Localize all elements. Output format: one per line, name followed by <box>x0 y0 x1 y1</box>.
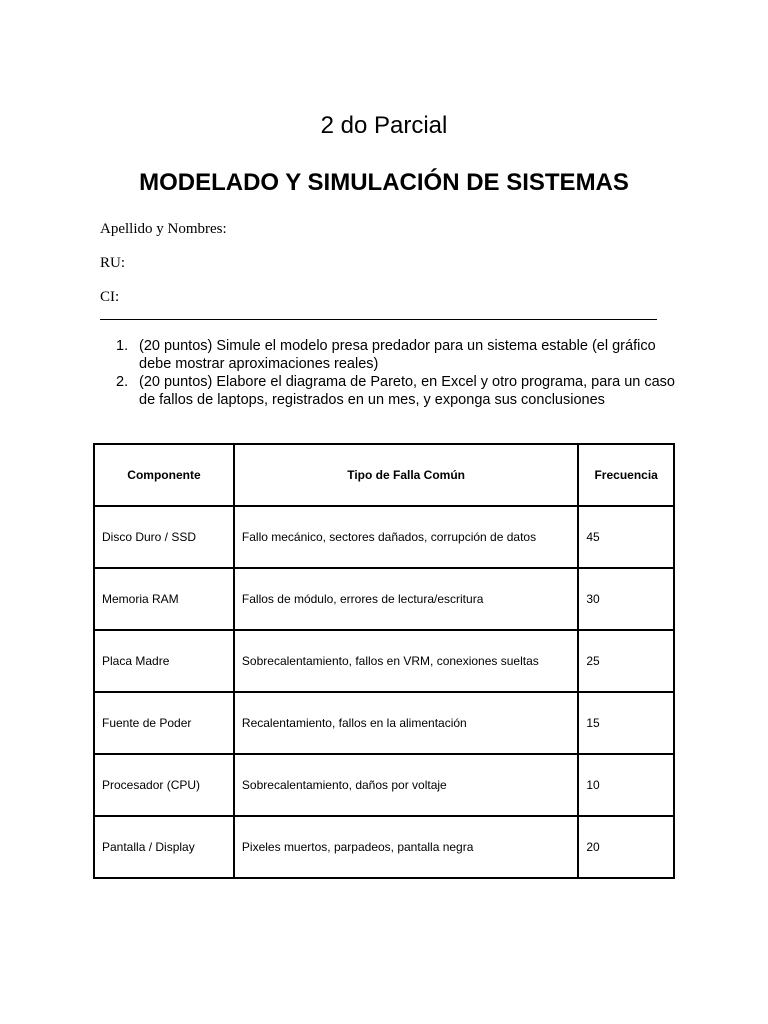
frequency-cell: 15 <box>578 692 674 754</box>
question-list <box>100 337 680 409</box>
name-field-label: Apellido y Nombres: <box>100 221 227 237</box>
ci-field-label: CI: <box>100 289 120 305</box>
fault-type-cell: Pixeles muertos, parpadeos, pantalla negra <box>234 816 578 878</box>
fault-type-cell: Sobrecalentamiento, daños por voltaje <box>234 754 578 816</box>
column-header-componente: Componente <box>94 444 234 506</box>
question-item <box>100 337 680 373</box>
table-row <box>94 506 674 568</box>
course-title: MODELADO Y SIMULACIÓN DE SISTEMAS <box>139 169 629 196</box>
table-row <box>94 754 674 816</box>
page-title: 2 do Parcial <box>320 112 448 139</box>
frequency-cell: 10 <box>578 754 674 816</box>
table-header-row <box>94 444 674 506</box>
frequency-cell: 25 <box>578 630 674 692</box>
question-text-line: debe mostrar aproximaciones reales) <box>139 356 379 372</box>
table-row <box>94 568 674 630</box>
table-row <box>94 816 674 878</box>
component-cell: Fuente de Poder <box>94 692 234 754</box>
fault-frequency-table <box>93 443 675 879</box>
component-cell: Pantalla / Display <box>94 816 234 878</box>
frequency-cell: 30 <box>578 568 674 630</box>
component-cell: Placa Madre <box>94 630 234 692</box>
table-row <box>94 692 674 754</box>
fault-type-cell: Sobrecalentamiento, fallos en VRM, conexiones sueltas <box>234 630 578 692</box>
question-text-line: (20 puntos) Elabore el diagrama de Pareto, en Excel y otro programa, para un caso <box>139 374 675 390</box>
question-number: 1. <box>116 338 129 354</box>
question-number: 2. <box>116 374 129 390</box>
column-header-frecuencia: Frecuencia <box>578 444 674 506</box>
component-cell: Procesador (CPU) <box>94 754 234 816</box>
fault-type-cell: Recalentamiento, fallos en la alimentación <box>234 692 578 754</box>
component-cell: Memoria RAM <box>94 568 234 630</box>
separator-line <box>100 319 657 320</box>
question-item <box>100 373 680 409</box>
fault-type-cell: Fallo mecánico, sectores dañados, corrupción de datos <box>234 506 578 568</box>
column-header-tipo-de-falla: Tipo de Falla Común <box>234 444 578 506</box>
fault-type-cell: Fallos de módulo, errores de lectura/escritura <box>234 568 578 630</box>
frequency-cell: 20 <box>578 816 674 878</box>
question-text-line: (20 puntos) Simule el modelo presa predador para un sistema estable (el gráfico <box>139 338 656 354</box>
ru-field-label: RU: <box>100 255 126 271</box>
question-text-line: de fallos de laptops, registrados en un mes, y exponga sus conclusiones <box>139 392 605 408</box>
component-cell: Disco Duro / SSD <box>94 506 234 568</box>
table-row <box>94 630 674 692</box>
frequency-cell: 45 <box>578 506 674 568</box>
